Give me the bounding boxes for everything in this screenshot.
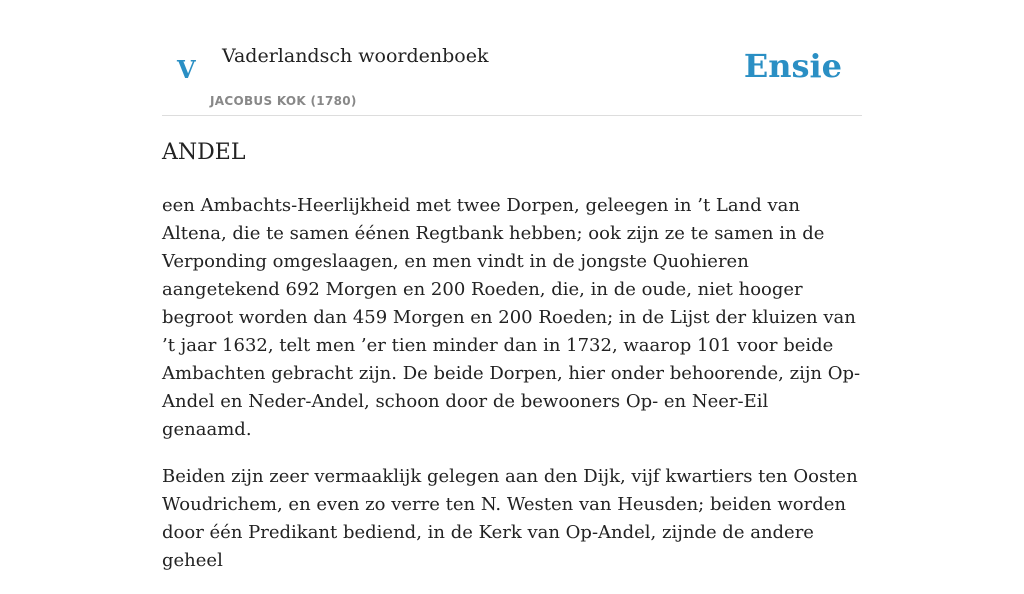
dictionary-header — [162, 0, 862, 116]
dictionary-title[interactable]: Vaderlandsch woordenboek — [222, 45, 489, 67]
dictionary-author: JACOBUS KOK (1780) — [210, 94, 357, 108]
entry-body — [162, 192, 862, 594]
dictionary-letter-link[interactable]: V — [177, 55, 196, 84]
entry-paragraph: een Ambachts-Heerlijkheid met twee Dorpen, geleegen in ’t Land van Altena, die te samen éénen Regtbank hebben; ook zijn ze te samen in de Verponding omgeslaagen, en men vindt in de jongste Quohieren aangetekend 692 Morgen en 200 Roeden, die, in de oude, niet hooger begroot worden dan 459 Morgen en 200 Roeden; in de Lijst der kluizen van ’t jaar 1632, telt men ’er tien minder dan in 1732, waarop 101 voor beide Ambachten gebracht zijn. De beide Dorpen, hier onder behoorende, zijn Op-Andel en Neder-Andel, schoon door de bewooners Op- en Neer-Eil genaamd. — [162, 195, 861, 440]
entry-paragraph: Beiden zijn zeer vermaaklijk gelegen aan den Dijk, vijf kwartiers ten Oosten Woudrichem, en even zo verre ten N. Westen van Heusden; beiden worden door één Predikant bediend, in de Kerk van Op-Andel, zijnde de andere geheel — [162, 466, 858, 571]
page-container — [162, 0, 862, 571]
entry-headword: ANDEL — [162, 140, 246, 165]
ensie-logo-link[interactable]: Ensie — [743, 47, 842, 85]
